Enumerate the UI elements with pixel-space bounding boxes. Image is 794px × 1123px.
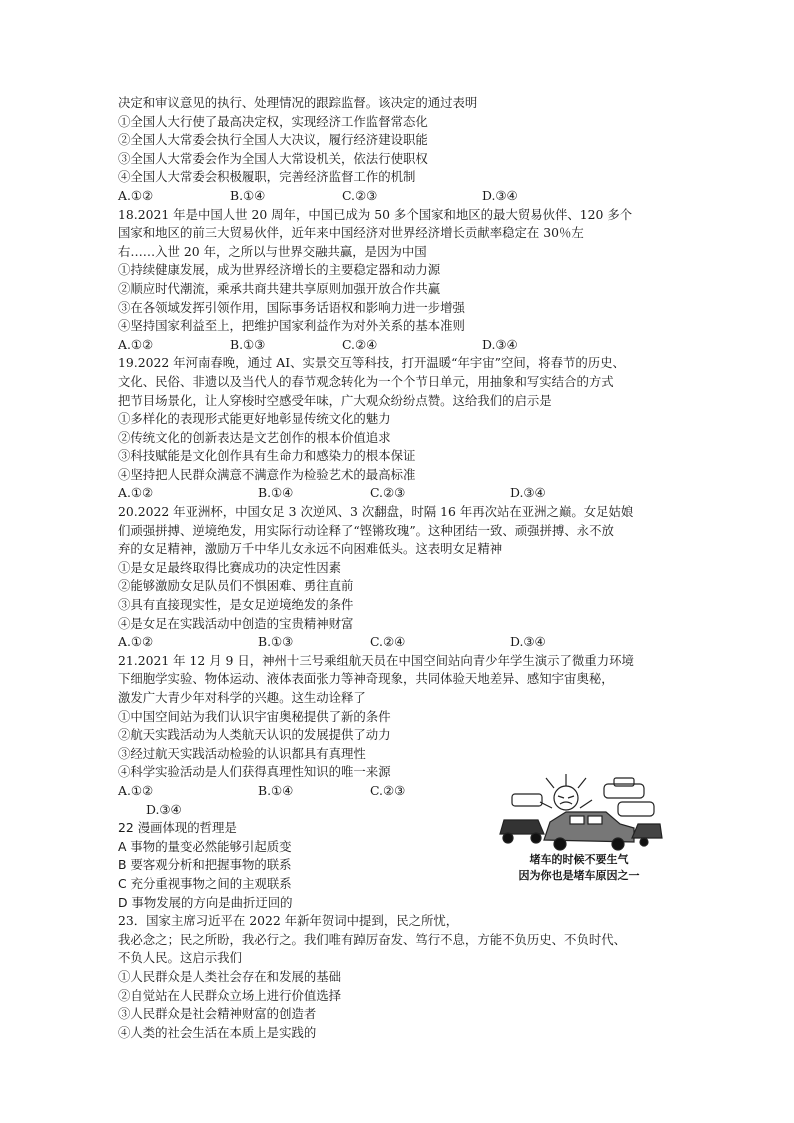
q18-item-1: ①持续健康发展，成为世界经济增长的主要稳定器和动力源 [118,262,441,278]
cartoon-drawing [494,772,664,852]
q21-stem-1: 21.2021 年 12 月 9 日，神州十三号乘组航天员在中国空间站向青少年学生演示了微重力环境 [118,652,634,668]
q18-item-4: ④坚持国家利益至上，把维护国家利益作为对外关系的基本准则 [118,318,465,334]
q18-option-c: C.②④ [342,336,378,352]
q17-option-a: A.①② [118,187,154,203]
q17-item-4: ④全国人大常委会积极履职，完善经济监督工作的机制 [118,169,416,185]
q19-option-d: D.③④ [510,485,546,501]
q18-item-3: ③在各领域发挥引领作用，国际事务话语权和影响力进一步增强 [118,299,465,315]
traffic-jam-cartoon [494,772,664,884]
q17-item-1: ①全国人大行使了最高决定权，实现经济工作监督常态化 [118,113,428,129]
question-18 [118,206,678,355]
q20-item-2: ②能够激励女足队员们不惧困难、勇往直前 [118,578,354,594]
q20-options [118,633,678,652]
q21-option-d: D.③④ [146,801,182,817]
q19-item-3: ③科技赋能是文化创作具有生命力和感染力的根本保证 [118,448,416,464]
q23-stem-1: 23．国家主席习近平在 2022 年新年贺词中提到，民之所忧， [118,913,459,929]
q17-item-2: ②全国人大常委会执行全国人大决议，履行经济建设职能 [118,132,428,148]
q23-stem-3: 不负人民。这启示我们 [118,950,242,966]
q19-stem-3: 把节目场景化，让人穿梭时空感受年味，广大观众纷纷点赞。这给我们的启示是 [118,392,552,408]
q22-option-a: A 事物的量变必然能够引起质变 [118,838,292,854]
q19-option-b: B.①④ [258,485,294,501]
q18-stem-1: 18.2021 年是中国人世 20 周年，中国已成为 50 多个国家和地区的最大贸易伙伴、120 多个 [118,206,633,222]
q23-item-4: ④人类的社会生活在本质上是实践的 [118,1024,317,1040]
q18-stem-2: 国家和地区的前三大贸易伙伴，近年来中国经济对世界经济增长贡献率稳定在 30％左 [118,225,584,241]
q21-option-c: C.②③ [370,782,406,798]
q23-item-2: ②自觉站在人民群众立场上进行价值选择 [118,987,342,1003]
q19-stem-2: 文化、民俗、非遗以及当代人的春节观念转化为一个个节日单元，用抽象和写实结合的方式 [118,373,614,389]
q21-item-4: ④科学实验活动是人们获得真理性知识的唯一来源 [118,764,391,780]
q21-option-b: B.①④ [258,782,294,798]
q20-option-a: A.①② [118,634,154,650]
q21-item-2: ②航天实践活动为人类航天认识的发展提供了动力 [118,727,391,743]
q21-stem-2: 下细胞学实验、物体运动、液体表面张力等神奇现象，共同体验天地差异、感知宇宙奥秘， [118,671,614,687]
q21-option-a: A.①② [118,782,154,798]
q18-option-b: B.①③ [230,336,266,352]
q23-stem-2: 我必念之；民之所盼，我必行之。我们唯有踔厉奋发、笃行不息，方能不负历史、不负时代、 [118,931,627,947]
q18-option-a: A.①② [118,336,154,352]
q17-option-c: C.②③ [342,187,378,203]
q20-stem-3: 弃的女足精神，激励万千中华儿女永远不向困难低头。这表明女足精神 [118,541,503,557]
q21-item-3: ③经过航天实践活动检验的认识都具有真理性 [118,745,366,761]
q18-stem-3: 右……入世 20 年，之所以与世界交融共赢，是因为中国 [118,243,427,259]
question-17 [118,94,678,206]
q19-item-4: ④坚持把人民群众满意不满意作为检验艺术的最高标准 [118,466,416,482]
q19-item-2: ②传统文化的创新表达是文艺创作的根本价值追求 [118,429,391,445]
q23-item-1: ①人民群众是人类社会存在和发展的基础 [118,968,342,984]
q20-item-1: ①是女足最终取得比赛成功的决定性因素 [118,559,342,575]
q17-stem: 决定和审议意见的执行、处理情况的跟踪监督。该决定的通过表明 [118,95,478,110]
q20-item-4: ④是女足在实践活动中创造的宝贵精神财富 [118,615,354,631]
question-20 [118,503,678,652]
cartoon-caption [494,852,664,884]
exam-page [118,94,678,1042]
q21-item-1: ①中国空间站为我们认识宇宙奥秘提供了新的条件 [118,708,391,724]
question-19 [118,354,678,503]
q17-options [118,187,678,206]
q18-option-d: D.③④ [482,336,518,352]
q17-option-d: D.③④ [482,187,518,203]
q19-item-1: ①多样化的表现形式能更好地彰显传统文化的魅力 [118,411,391,427]
q22-option-c: C 充分重视事物之间的主观联系 [118,875,292,891]
q20-stem-1: 20.2022 年亚洲杯，中国女足 3 次逆风、3 次翻盘，时隔 16 年再次站在亚洲之巅。女足姑娘 [118,504,634,520]
cartoon-caption-line-1: 堵车的时候不要生气 [529,853,629,866]
q19-option-a: A.①② [118,485,154,501]
q20-stem-2: 们顽强拼搏、逆境绝发，用实际行动诠释了“铿锵玫瑰”。这种团结一致、顽强拼搏、永不放 [118,522,614,538]
q20-option-b: B.①③ [258,634,294,650]
q19-stem-1: 19.2022 年河南春晚，通过 AI、实景交互等科技，打开温暖“年宇宙”空间，将春节的历史、 [118,355,625,371]
q18-item-2: ②顺应时代潮流，乘承共商共建共享原则加强开放合作共赢 [118,280,441,296]
q19-options [118,484,678,503]
q20-option-c: C.②④ [370,634,406,650]
q17-option-b: B.①④ [230,187,266,203]
q22-option-b: B 要客观分析和把握事物的联系 [118,857,292,873]
q20-option-d: D.③④ [510,634,546,650]
q17-item-3: ③全国人大常委会作为全国人大常设机关，依法行使职权 [118,150,428,166]
q18-options [118,336,678,355]
q23-item-3: ③人民群众是社会精神财富的创造者 [118,1006,317,1022]
q21-stem-3: 激发广大青少年对科学的兴趣。这生动诠释了 [118,690,366,705]
cartoon-caption-line-2: 因为你也是堵车原因之一 [518,869,640,882]
q19-option-c: C.②③ [370,485,406,501]
q22-option-d: D 事物发展的方向是曲折迂回的 [118,894,293,910]
q20-item-3: ③具有直接现实性，是女足逆境绝发的条件 [118,597,354,613]
q22-stem: 22 漫画体现的哲理是 [118,820,237,836]
question-23 [118,912,678,1042]
